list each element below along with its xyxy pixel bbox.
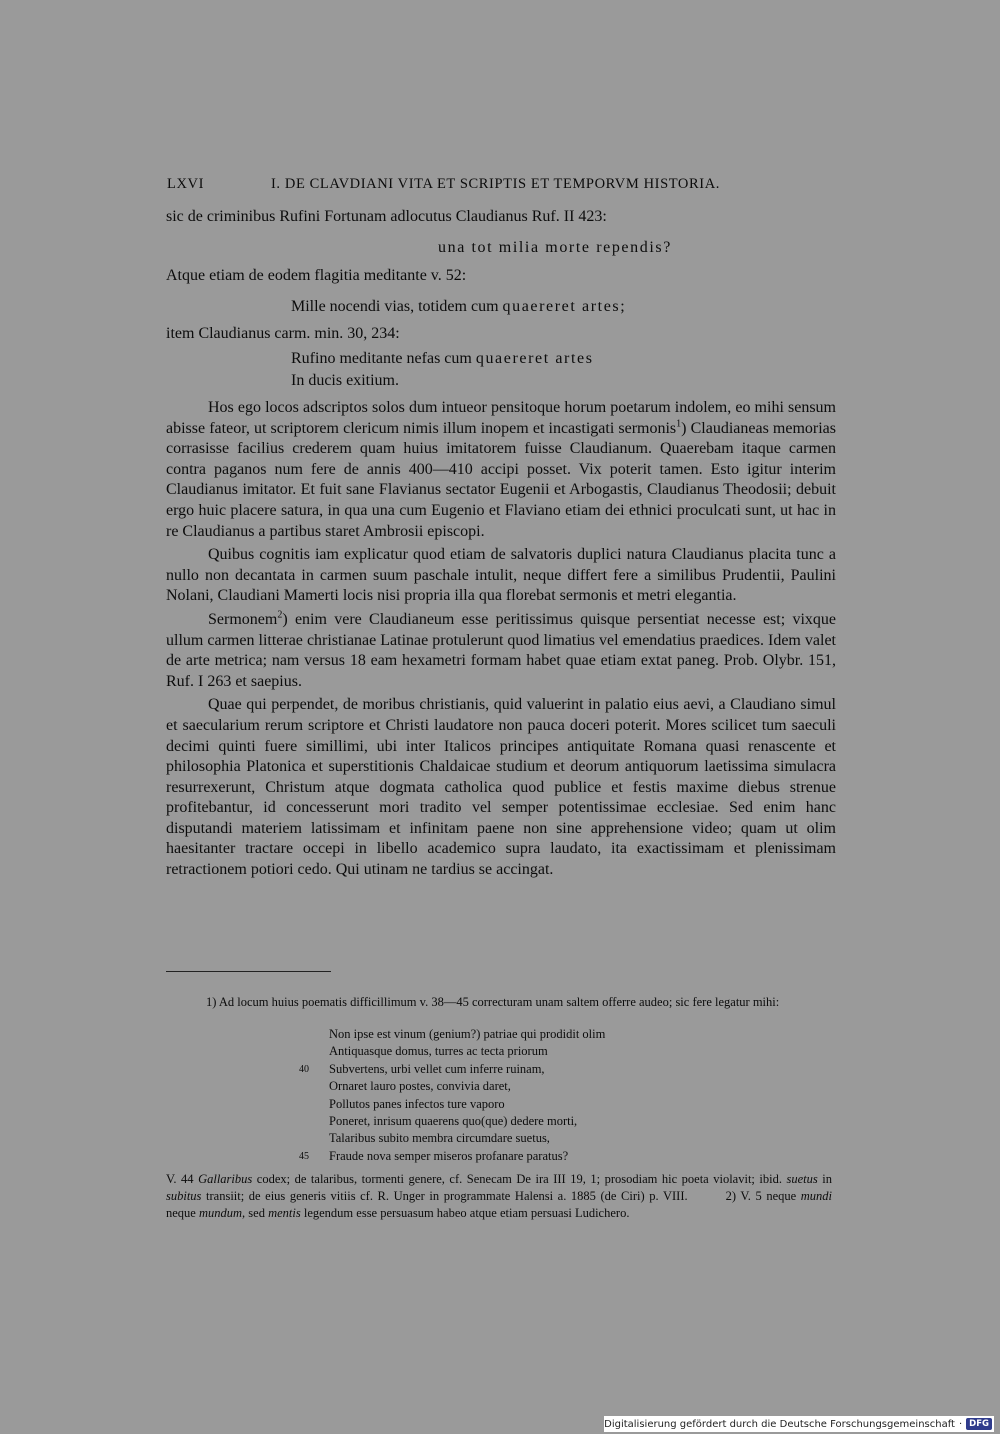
running-title: I. DE CLAVDIANI VITA ET SCRIPTIS ET TEMPORVM HISTORIA. [271,176,720,192]
quote-verse-3a [291,350,594,368]
footer-separator: · [958,1418,963,1430]
verse-line [166,1062,832,1079]
paragraph-1-text-b: ) Claudianeas memorias corrasisse facilius crederem quam huius imitatorem fuisse Claudianum. Quaerebam itaque carmen contra paganos num fere de annis 400—410 accipi posset. Vix poterit tamen. Esto igitur interim Claudianus imitator. Et fuit sane Flavianus sectator Eugenii et Arbogastis, Claudianus Theodosii; debuit ergo huic placere satura, in qua una cum Eugenio et Flaviano etiam dei ethnici proculcati sunt, ut hac in re Claudianus a partibus staret Ambrosii episcopi. [166,419,836,540]
dfg-credit-bar[interactable] [604,1416,994,1432]
verse-line [166,1097,832,1114]
verse-line [166,1079,832,1096]
footnote-1-intro-text: 1) Ad locum huius poematis difficillimum v. 38—45 correcturam unam saltem offerre audeo; sic fere legatur mihi: [206,995,780,1009]
fn2-italic: mundi [800,1189,832,1203]
quote-verse-2-part-b: quaereret artes; [502,298,627,315]
footnote-1-note [166,1171,832,1222]
quote-verse-3a-part-a: Rufino meditante nefas cum [291,350,472,367]
fn2-italic: mundum, [198,1206,246,1220]
verse-line [166,1114,832,1131]
paragraph-3 [166,610,836,692]
body-text [166,398,836,881]
fn1-note-italic: suetus [786,1172,818,1186]
quote-intro-2: Atque etiam de eodem flagitia meditante v. 52: [166,267,467,284]
fn1-note-text: codex; de talaribus, tormenti genere, cf. Senecam De ira III 19, 1; prosodiam hic poeta violavit; ibid. [252,1172,787,1186]
dfg-credit-text: Digitalisierung gefördert durch die Deutsche Forschungsgemeinschaft [604,1418,955,1430]
quote-verse-2-part-a: Mille nocendi vias, totidem cum [291,298,499,315]
page-number: LXVI [167,176,205,192]
quote-verse-2 [291,298,626,316]
paragraph-1-text-a: Hos ego locos adscriptos solos dum intueor pensitoque horum poetarum indolem, eo mihi sensum abisse fateor, ut scriptorem clericum nimis illum inopem et incastigati sermonis [166,399,836,437]
paragraph-2: Quibus cognitis iam explicatur quod etiam de salvatoris duplici natura Claudianus placita tunc a nullo non decantata in carmen suum paschale intulit, neque differt fere a similibus Prudentii, Paulini Nolani, Claudiani Mamerti locis nisi propria illa qua florebat sermonis et metri elegantia. [166,546,836,605]
quote-verse-3b: In ducis exitium. [291,372,399,389]
fn1-note-italic: subitus [166,1189,202,1203]
fn2-text: 2) V. 5 neque [725,1189,801,1203]
paragraph-4: Quae qui perpendet, de moribus christianis, quid valuerint in palatio eius aevi, a Claudiano simul et saecularium rerum scriptore et Christi laudatore non pauca doceri poterit. Mores scilicet tum saeculi decimi quinti fuere simillimi, ubi inter Italicos principes antiquitate Romana quasi renascente et philosophia Platonica et superstitionis Chaldaicae studium et deorum antiquorum laetissima simulacra resurrexerunt, Christum atque dogmata catholica quod publice et festis maxime diebus strenue profitebantur, id concesserunt mori tradito vel semper potentissimae ecclesiae. Sed enim hanc disputandi materiem latissimam et infinitam paene non sine apprehensione video; quam ut olim haesitanter tractare occepi in libello academico supra laudato, ita exactissimam et plenissimam retractionem potiori cedo. Qui utinam ne tardius se accingat. [166,696,836,879]
verse-number: 45 [299,1150,309,1162]
fn2-italic: mentis [268,1206,301,1220]
verse-text: Pollutos panes infectos ture vaporo [329,1096,505,1111]
fn1-note-italic: Gallaribus [198,1172,253,1186]
quote-verse-3a-part-b: quaereret artes [475,350,594,367]
verse-text: Non ipse est vinum (genium?) patriae qui prodidit olim [329,1027,606,1041]
fn1-note-text: in [817,1172,832,1186]
footnote-ref-2[interactable]: 2 [277,609,283,621]
fn1-note-text: transiit; de eius generis vitiis cf. R. Unger in programmate Halensi a. 1885 (de Ciri) p. VIII. [201,1189,688,1203]
footnote-verses [166,1027,832,1166]
fn2-text: legendum esse persuasum habeo atque etiam persuasi Ludichero. [300,1206,630,1220]
verse-line [166,1027,832,1044]
quote-intro-3: item Claudianus carm. min. 30, 234: [166,325,400,342]
verse-line [166,1044,832,1061]
fn2-text: neque [166,1206,199,1220]
verse-text: Antiquasque domus, turres ac tecta priorum [329,1044,548,1059]
verse-line [166,1131,832,1148]
verse-text: Poneret, inrisum quaerens quo(que) dedere morti, [329,1113,578,1128]
verse-text: Fraude nova semper miseros profanare paratus? [329,1148,569,1163]
footnote-ref-1[interactable]: 1 [676,418,682,430]
quote-intro-1: sic de criminibus Rufini Fortunam adlocutus Claudianus Ruf. II 423: [166,208,607,225]
fn2-text: sed [245,1206,269,1220]
verse-text: Talaribus subito membra circumdare suetus, [329,1131,550,1146]
quote-verse-1: una tot milia morte rependis? [438,239,672,256]
dfg-logo-icon[interactable]: DFG [966,1418,992,1430]
paragraph-1 [166,398,836,542]
fn1-note-text: V. 44 [166,1172,199,1186]
footnote-1-intro [166,994,832,1011]
footnote-notes [166,1171,832,1222]
paragraph-3-text-a: Sermonem [208,610,278,628]
paragraph-3-text-b: ) enim vere Claudianeum esse peritissimus quisque persentiat necesse est; vixque ullum carmen litterae christianae Latinae protulerunt quod limatius vel emendatius praedices. Idem valet de arte metrica; nam versus 18 eam hexametri formam habet quae etiam extat paneg. Prob. Olybr. 151, Ruf. I 263 et saepius. [166,610,836,690]
verse-text: Subvertens, urbi vellet cum inferre ruinam, [329,1061,545,1076]
verse-text: Ornaret lauro postes, convivia daret, [329,1079,511,1094]
verse-line [166,1149,832,1166]
verse-number: 40 [299,1063,309,1075]
footnote-divider [166,971,331,972]
